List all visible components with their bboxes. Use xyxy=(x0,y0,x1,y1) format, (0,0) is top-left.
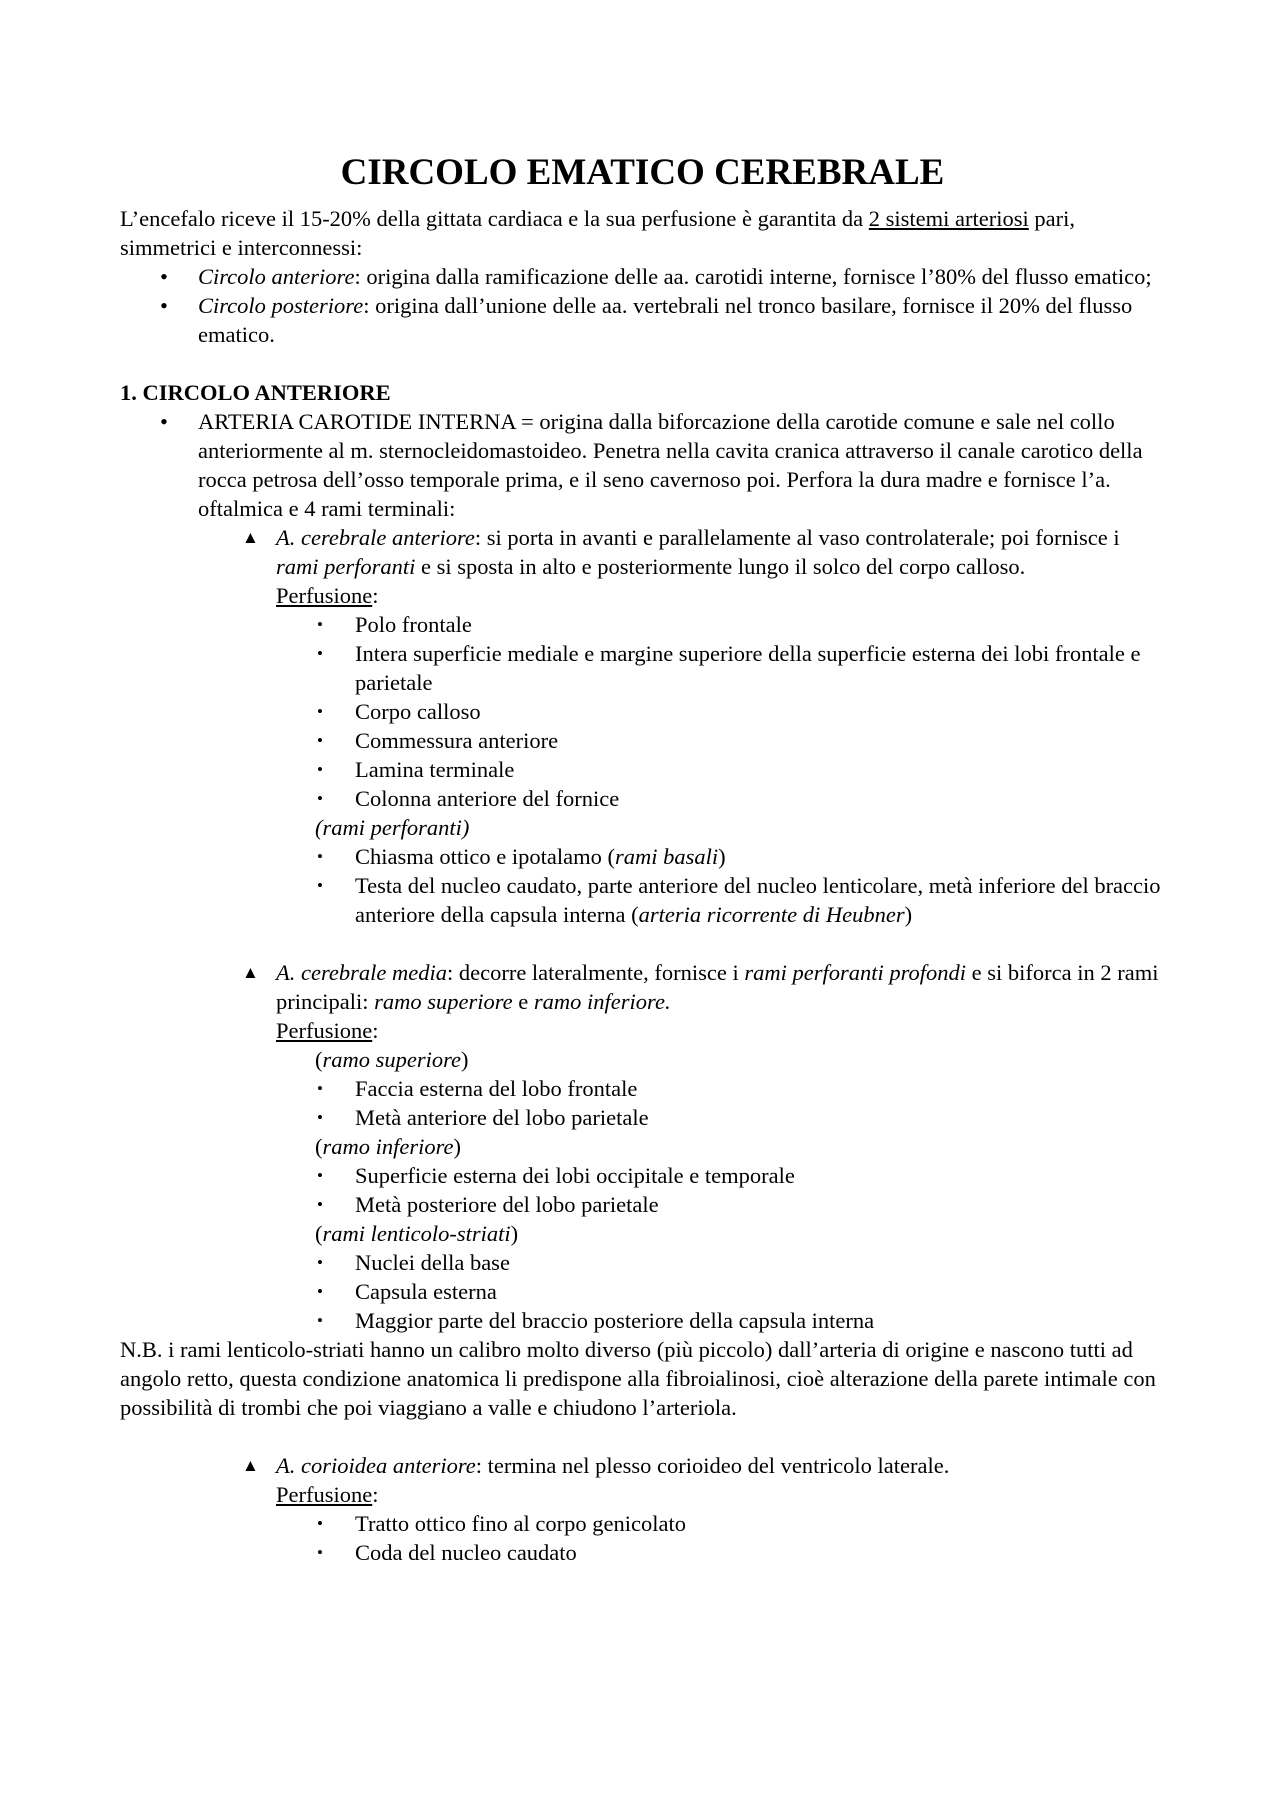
mca-lenticulostriate-list xyxy=(120,1248,1165,1335)
page-title: CIRCOLO EMATICO CEREBRALE xyxy=(340,152,945,193)
perfusion-label: Perfusione: xyxy=(276,1018,379,1043)
section-heading: 1. CIRCOLO ANTERIORE xyxy=(120,380,391,405)
sub-label: (ramo inferiore) xyxy=(315,1134,462,1159)
intro-paragraph: L’encefalo riceve il 15-20% della gittata cardiaca e la sua perfusione è garantita da 2 sistemi arteriosi pari, simmetrici e interconnessi: xyxy=(120,206,1076,260)
list-item: • Coda del nucleo caudato xyxy=(120,1538,1165,1567)
aca-perforanti-list xyxy=(120,842,1165,929)
triangle-bullet-icon: ▲ xyxy=(242,528,259,547)
list-item: • Faccia esterna del lobo frontale xyxy=(120,1074,1165,1103)
list-item: • Capsula esterna xyxy=(120,1277,1165,1306)
underlined-term: 2 sistemi arteriosi xyxy=(868,206,1029,231)
list-item: • Testa del nucleo caudato, parte anteriore del nucleo lenticolare, metà inferiore del braccio anteriore della capsula interna (arteria ricorrente di Heubner) xyxy=(120,871,1165,929)
acha-perfusion-list xyxy=(120,1509,1165,1567)
intro-list xyxy=(120,262,1165,349)
mca-inferior-list xyxy=(120,1161,1165,1219)
nb-paragraph: N.B. i rami lenticolo-striati hanno un calibro molto diverso (più piccolo) dall’arteria di origine e nascono tutti ad angolo retto, questa condizione anatomica li predispone alla fibroialinosi, cioè alterazione della parete intimale con possibilità di trombi che poi viaggiano a valle e chiudono l’arteriola. xyxy=(120,1337,1156,1420)
carotid-list xyxy=(120,407,1165,523)
mca-superior-list xyxy=(120,1074,1165,1132)
list-item: • Intera superficie mediale e margine superiore della superficie esterna dei lobi frontale e parietale xyxy=(120,639,1165,697)
aca-entry: ▲ A. cerebrale anteriore: si porta in avanti e parallelamente al vaso controlaterale; poi fornisce i rami perforanti e si sposta in alto e posteriormente lungo il solco del corpo calloso. xyxy=(242,525,1120,579)
acha-entry: ▲ A. corioidea anteriore: termina nel plesso corioideo del ventricolo laterale. xyxy=(242,1453,950,1478)
list-item: • Corpo calloso xyxy=(120,697,1165,726)
document-page xyxy=(120,150,1165,1567)
list-item: • Tratto ottico fino al corpo genicolato xyxy=(120,1509,1165,1538)
list-item: • Superficie esterna dei lobi occipitale e temporale xyxy=(120,1161,1165,1190)
perfusion-label: Perfusione: xyxy=(276,1482,379,1507)
list-item: • Nuclei della base xyxy=(120,1248,1165,1277)
list-item: • Metà posteriore del lobo parietale xyxy=(120,1190,1165,1219)
list-item: • Polo frontale xyxy=(120,610,1165,639)
aca-perfusion-list xyxy=(120,610,1165,813)
list-item: • Metà anteriore del lobo parietale xyxy=(120,1103,1165,1132)
list-item: • Commessura anteriore xyxy=(120,726,1165,755)
sub-label: (rami lenticolo-striati) xyxy=(315,1221,519,1246)
list-item: • Circolo posteriore: origina dall’unione delle aa. vertebrali nel tronco basilare, fornisce il 20% del flusso ematico. xyxy=(120,291,1165,349)
list-item: • Lamina terminale xyxy=(120,755,1165,784)
list-item: • Colonna anteriore del fornice xyxy=(120,784,1165,813)
triangle-bullet-icon: ▲ xyxy=(242,963,259,982)
list-item: • Circolo anteriore: origina dalla ramificazione delle aa. carotidi interne, fornisce l’80% del flusso ematico; xyxy=(120,262,1165,291)
perfusion-label: Perfusione: xyxy=(276,583,379,608)
mca-entry: ▲ A. cerebrale media: decorre lateralmente, fornisce i rami perforanti profondi e si biforca in 2 rami principali: ramo superiore e ramo inferiore. xyxy=(242,960,1159,1014)
list-item: • ARTERIA CAROTIDE INTERNA = origina dalla biforcazione della carotide comune e sale nel collo anteriormente al m. sternocleidomastoideo. Penetra nella cavita cranica attraverso il canale carotico della rocca petrosa dell’osso temporale prima, e il seno cavernoso poi. Perfora la dura madre e fornisce l’a. oftalmica e 4 rami terminali: xyxy=(120,407,1165,523)
list-item: • Maggior parte del braccio posteriore della capsula interna xyxy=(120,1306,1165,1335)
triangle-bullet-icon: ▲ xyxy=(242,1456,259,1475)
list-item: • Chiasma ottico e ipotalamo (rami basali) xyxy=(120,842,1165,871)
sub-label: (ramo superiore) xyxy=(315,1047,469,1072)
sub-label: (rami perforanti) xyxy=(315,815,470,840)
